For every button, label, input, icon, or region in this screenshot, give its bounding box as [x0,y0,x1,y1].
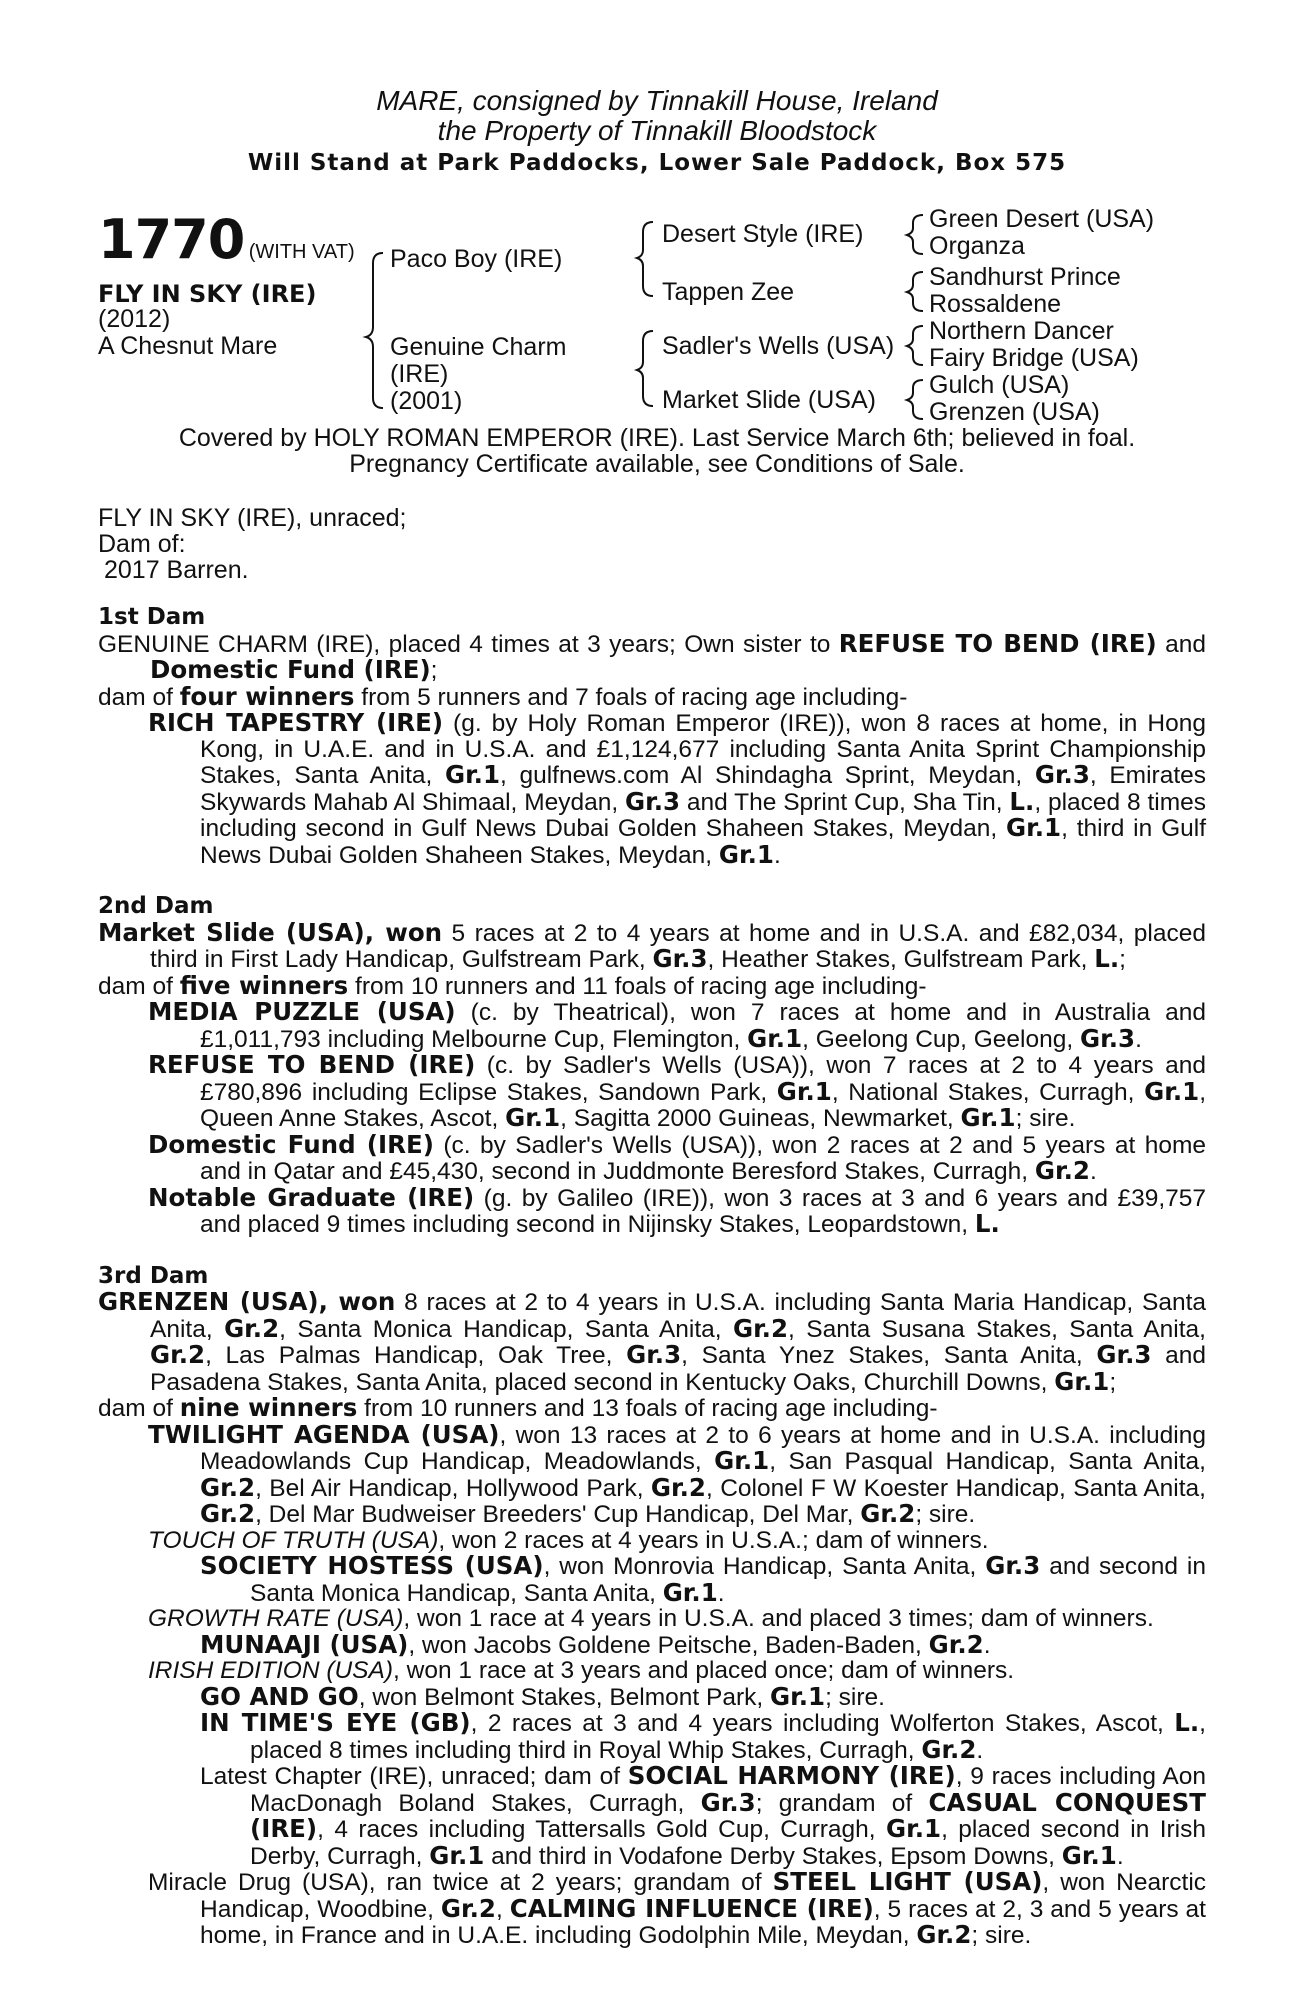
first-dam-heading: 1st Dam [98,604,206,630]
sds: Sandhurst Prince [929,263,1121,291]
pregnancy-line: Pregnancy Certificate available, see Conditions of Sale. [349,450,965,478]
second-dam-para: Market Slide (USA), won 5 races at 2 to 4 years at home and in U.S.A. and £82,034, placed third in First Lady Handicap, Gulfstream Park, Gr.3, Heather Stakes, Gulfstream Park, L.; [98,917,1206,973]
stand-location: Will Stand at Park Paddocks, Lower Sale Paddock, Box 575 [247,150,1067,176]
bracket-main [366,253,383,408]
foaling-year: (2012) [98,305,171,333]
produce-line3: 2017 Barren. [104,556,249,584]
dam-year: (2001) [390,387,463,415]
ssd: Organza [929,232,1025,260]
dss: Northern Dancer [929,317,1114,345]
bracket-tappen-zee [907,272,923,311]
society-hostess-entry: SOCIETY HOSTESS (USA), won Monrovia Handicap, Santa Anita, Gr.3 and second in Santa Monica Handicap, Santa Anita, Gr.1. [200,1551,1206,1607]
produce-line1: FLY IN SKY (IRE), unraced; [98,504,407,532]
second-dam-heading: 2nd Dam [98,893,214,919]
horse-description: A Chesnut Mare [98,332,278,360]
third-dam-produce: dam of nine winners from 10 runners and 13 foals of racing age including- [98,1393,938,1422]
in-times-eye-entry: IN TIME'S EYE (GB), 2 races at 3 and 4 years including Wolferton Stakes, Ascot, L., placed 8 times including third in Royal Whip Stakes, Curragh, Gr.2. [200,1708,1206,1764]
consignor-line: MARE, consigned by Tinnakill House, Ireland [376,85,938,116]
dds: Gulch (USA) [929,371,1070,399]
growth-rate-entry: GROWTH RATE (USA), won 1 race at 4 years in U.S.A. and placed 3 times; dam of winners. [148,1605,1154,1632]
go-and-go-entry: GO AND GO, won Belmont Stakes, Belmont Park, Gr.1; sire. [200,1681,885,1711]
sire: Paco Boy (IRE) [390,245,563,273]
property-line: the Property of Tinnakill Bloodstock [437,115,877,146]
dam-dam: Market Slide (USA) [662,386,876,414]
horse-name: FLY IN SKY (IRE) [98,280,317,308]
first-dam-para: GENUINE CHARM (IRE), placed 4 times at 3 years; Own sister to REFUSE TO BEND (IRE) and Domestic Fund (IRE); [98,628,1207,684]
pedigree-brackets [0,0,1314,480]
dam-country: (IRE) [390,360,449,388]
munaaji-entry: MUNAAJI (USA), won Jacobs Goldene Peitsche, Baden-Baden, Gr.2. [200,1629,991,1659]
notable-graduate-entry: Notable Graduate (IRE) (g. by Galileo (IRE)), won 3 races at 3 and 6 years and £39,757 and placed 9 times including second in Nijinsky Stakes, Leopardstown, L. [148,1182,1207,1238]
produce-line2: Dam of: [98,530,186,558]
sdd: Rossaldene [929,290,1062,318]
domestic-fund-entry: Domestic Fund (IRE) (c. by Sadler's Wells (USA)), won 2 races at 2 and 5 years at home and in Qatar and £45,430, second in Juddmonte Beresford Stakes, Curragh, Gr.2. [148,1129,1206,1185]
dam-name: Genuine Charm [390,333,567,361]
sire-dam: Tappen Zee [662,278,795,306]
media-puzzle-entry: MEDIA PUZZLE (USA) (c. by Theatrical), won 7 races at home and in Australia and £1,011,793 including Melbourne Cup, Flemington, Gr.1, Geelong Cup, Geelong, Gr.3. [148,997,1207,1053]
sss: Green Desert (USA) [929,205,1155,233]
miracle-drug-entry: Miracle Drug (USA), ran twice at 2 years; grandam of STEEL LIGHT (USA), won Nearctic Handicap, Woodbine, Gr.2, CALMING INFLUENCE (IRE), 5 races at 2, 3 and 5 years at home, in France and in U.A.E. including Godolphin Mile, Meydan, Gr.2; sire. [148,1867,1207,1949]
sire-sire: Desert Style (IRE) [662,220,864,248]
lot-number: 1770 [98,208,245,271]
bracket-dam [637,331,653,406]
dam-records [98,605,1206,1949]
touch-of-truth-entry: TOUCH OF TRUTH (USA), won 2 races at 4 years in U.S.A.; dam of winners. [148,1526,989,1554]
latest-chapter-entry: Latest Chapter (IRE), unraced; dam of SOCIAL HARMONY (IRE), 9 races including Aon MacDonagh Boland Stakes, Curragh, Gr.3; grandam of CASUAL CONQUEST (IRE), 4 races including Tattersalls Gold Cup, Curragh, Gr.1, placed second in Irish Derby, Curragh, Gr.1 and third in Vodafone Derby Stakes, Epsom Downs, Gr.1. [200,1761,1206,1870]
covered-line: Covered by HOLY ROMAN EMPEROR (IRE). Last Service March 6th; believed in foal. [178,424,1136,452]
bracket-sadlers-wells [907,326,923,365]
irish-edition-entry: IRISH EDITION (USA), won 1 race at 3 years and placed once; dam of winners. [148,1657,1015,1684]
bracket-desert-style [907,215,923,254]
bracket-market-slide [907,380,923,419]
bracket-sire [637,222,653,296]
third-dam-heading: 3rd Dam [98,1262,209,1289]
third-dam-para: GRENZEN (USA), won 8 races at 2 to 4 years in U.S.A. including Santa Maria Handicap, Santa Anita, Gr.2, Santa Monica Handicap, Santa Anita, Gr.2, Santa Susana Stakes, Santa Anita, Gr.2, Las Palmas Handicap, Oak Tree, Gr.3, Santa Ynez Stakes, Santa Anita, Gr.3 and Pasadena Stakes, Santa Anita, placed second in Kentucky Oaks, Churchill Downs, Gr.1; [98,1287,1207,1396]
twilight-agenda-entry: TWILIGHT AGENDA (USA), won 13 races at 2 to 6 years at home and in U.S.A. including Meadowlands Cup Handicap, Meadowlands, Gr.1, San Pasqual Handicap, Santa Anita, Gr.2, Bel Air Handicap, Hollywood Park, Gr.2, Colonel F W Koester Handicap, Santa Anita, Gr.2, Del Mar Budweiser Breeders' Cup Handicap, Del Mar, Gr.2; sire. [148,1419,1206,1528]
vat-label: (WITH VAT) [248,241,355,263]
ddd: Grenzen (USA) [929,398,1100,426]
rich-tapestry-entry: RICH TAPESTRY (IRE) (g. by Holy Roman Emperor (IRE)), won 8 races at home, in Hong Kong, in U.A.E. and in U.S.A. and £1,124,677 including Santa Anita Sprint Championship Stakes, Santa Anita, Gr.1, gulfnews.com Al Shindagha Sprint, Meydan, Gr.3, Emirates Skywards Mahab Al Shimaal, Meydan, Gr.3 and The Sprint Cup, Sha Tin, L., placed 8 times including second in Gulf News Dubai Golden Shaheen Stakes, Meydan, Gr.1, third in Gulf News Dubai Golden Shaheen Stakes, Meydan, Gr.1. [148,708,1206,869]
first-dam-produce: dam of four winners from 5 runners and 7 foals of racing age including- [98,681,908,711]
second-dam-produce: dam of five winners from 10 runners and 11 foals of racing age including- [98,970,927,1000]
dsd: Fairy Bridge (USA) [929,344,1139,372]
dam-sire: Sadler's Wells (USA) [662,332,895,360]
refuse-to-bend-entry: REFUSE TO BEND (IRE) (c. by Sadler's Wells (USA)), won 7 races at 2 to 4 years and £780,896 including Eclipse Stakes, Sandown Park, Gr.1, National Stakes, Curragh, Gr.1, Queen Anne Stakes, Ascot, Gr.1, Sagitta 2000 Guineas, Newmarket, Gr.1; sire. [148,1050,1207,1132]
